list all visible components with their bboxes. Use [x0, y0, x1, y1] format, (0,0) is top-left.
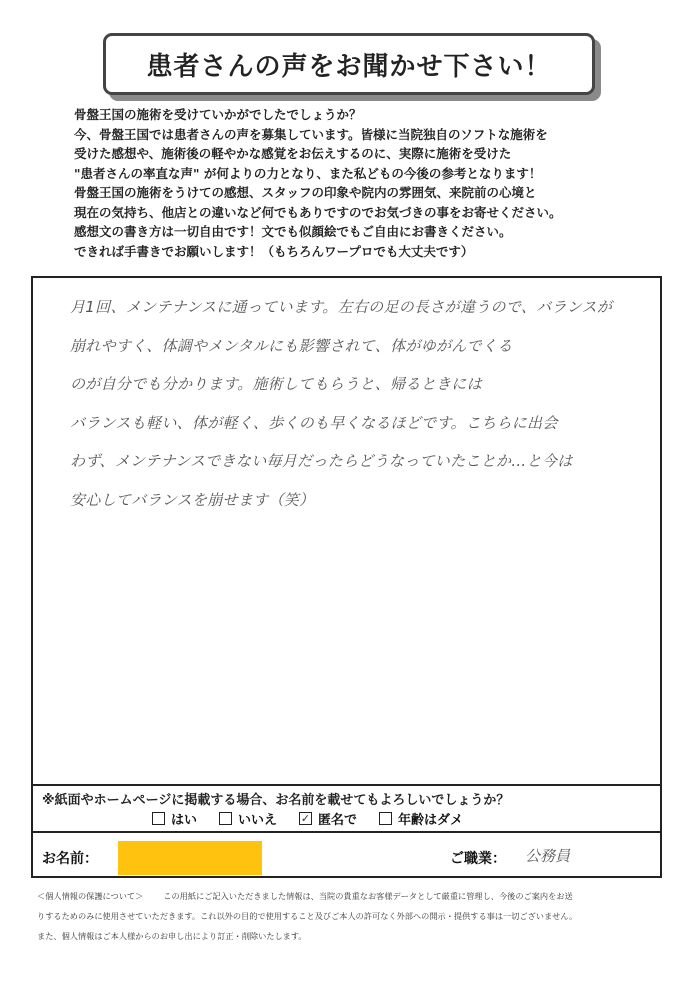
intro-line: "患者さんの率直な声" が何よりの力となり、また私どもの今後の参考となります！ [74, 165, 542, 181]
divider [31, 831, 662, 833]
comment-line: のが自分でも分かります。施術してもらうと、帰るときには [70, 375, 482, 393]
occupation-value: 公務員 [525, 847, 571, 865]
consent-question: ※紙面やホームページに掲載する場合、お名前を載せてもよろしいでしょうか？ [42, 793, 510, 808]
comment-line: バランスも軽い、体が軽く、歩くのも早くなるほどです。こちらに出会 [70, 413, 558, 432]
checkbox-checked[interactable]: ✓ [300, 812, 311, 825]
checkbox[interactable] [379, 812, 392, 825]
option-label: 年齢はダメ [398, 813, 464, 828]
comment-line: 崩れやすく、体調やメンタルにも影響されて、体がゆがんでくる [70, 336, 513, 355]
privacy-heading: ＜個人情報の保護について＞ [37, 891, 144, 901]
intro-line: 今、骨盤王国では患者さんの声を募集しています。皆様に当院独自のソフトな施術を [74, 126, 548, 142]
option-label: いいえ [238, 813, 278, 828]
occupation-label: ご職業： [450, 851, 506, 867]
intro-line: 受けた感想や、施術後の軽やかな感覚をお伝えするのに、実際に施術を受けた [74, 146, 512, 161]
name-redaction [118, 841, 262, 875]
comment-line: 安心してバランスを崩せます（笑） [70, 490, 315, 509]
consent-option-no-age[interactable] [379, 809, 463, 828]
title-box [103, 33, 595, 95]
consent-option-anonymous[interactable] [299, 809, 357, 828]
divider [31, 784, 662, 786]
privacy-notice [37, 886, 667, 946]
checkbox[interactable] [219, 812, 232, 825]
intro-text [74, 105, 634, 261]
comment-line: わず、メンテナンスできない毎月だったらどうなっていたことか…と今は [70, 452, 573, 470]
intro-line: 骨盤王国の施術をうけての感想、スタッフの印象や院内の雰囲気、来院前の心境と [74, 185, 537, 200]
checkbox[interactable] [152, 812, 165, 825]
option-label: はい [171, 813, 198, 828]
consent-option-no[interactable] [219, 809, 277, 828]
privacy-line: この用紙にご記入いただきました情報は、当院の貴重なお客様データとして厳重に管理し、今後のご案内をお送 [163, 891, 573, 901]
consent-options [152, 809, 463, 828]
page-title: 患者さんの声をお聞かせ下さい！ [146, 51, 552, 82]
intro-line: 感想文の書き方は一切自由です！文でも似顔絵でもご自由にお書きください。 [74, 224, 512, 239]
privacy-line: りするためのみに使用させていただきます。これ以外の目的で使用すること及びご本人の許可なく外部への開示・提供する事は一切ございません。 [37, 911, 578, 921]
option-label: 匿名で [318, 813, 358, 828]
comment-line: 月1回、メンテナンスに通っています。左右の足の長さが違うので、バランスが [70, 298, 613, 316]
name-label: お名前： [42, 851, 98, 867]
privacy-line: また、個人情報はご本人様からのお申し出により訂正・削除いたします。 [37, 931, 307, 941]
intro-line: できれば手書きでお願いします！（もちろんワープロでも大丈夫です） [74, 243, 474, 259]
intro-line: 骨盤王国の施術を受けていかがでしたでしょうか？ [74, 107, 362, 122]
intro-line: 現在の気持ち、他店との違いなど何でもありですのでお気づきの事をお寄せください。 [74, 204, 562, 220]
handwritten-comment [70, 292, 650, 523]
consent-option-yes[interactable] [152, 809, 197, 828]
